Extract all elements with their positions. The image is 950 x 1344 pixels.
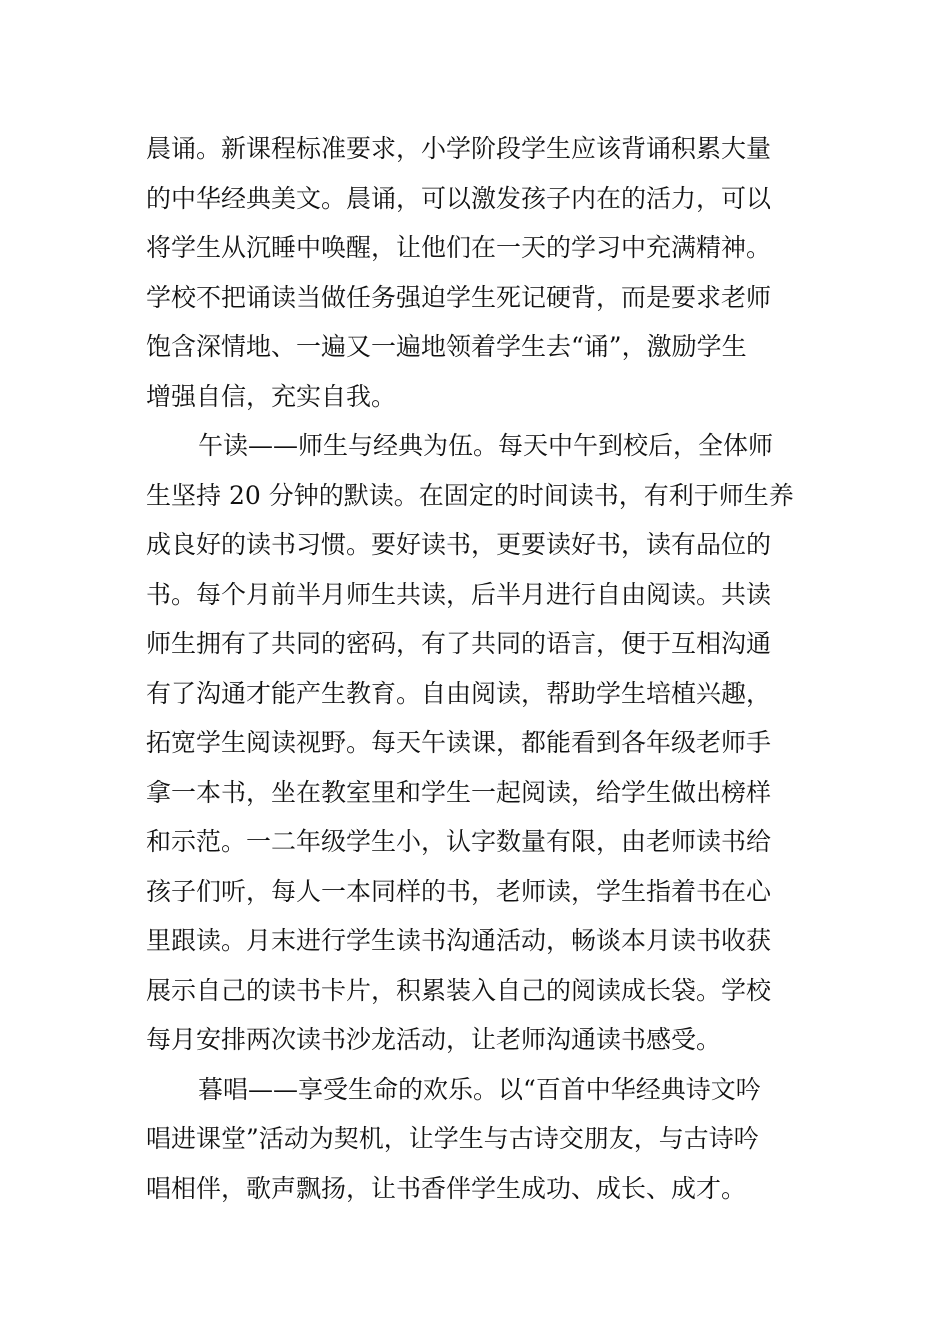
text-line-12: 有了沟通才能产生教育。自由阅读，帮助学生培植兴趣， bbox=[146, 678, 772, 708]
text-line-14: 拿一本书，坐在教室里和学生一起阅读，给学生做出榜样 bbox=[146, 777, 772, 807]
text-line-17: 里跟读。月末进行学生读书沟通活动，畅谈本月读书收获 bbox=[146, 926, 772, 955]
paragraph-start-line-20: 暮唱——享受生命的欢乐。以“百首中华经典诗文吟 bbox=[198, 1074, 761, 1104]
text-line-9: 成良好的读书习惯。要好读书，更要读好书，读有品位的 bbox=[146, 530, 772, 559]
text-line-10: 书。每个月前半月师生共读，后半月进行自由阅读。共读 bbox=[146, 579, 772, 609]
text-line-18: 展示自己的读书卡片，积累装入自己的阅读成长袋。学校 bbox=[146, 975, 772, 1005]
text-line-1: 晨诵。新课程标准要求，小学阶段学生应该背诵积累大量 bbox=[146, 134, 772, 163]
text-line-19: 每月安排两次读书沙龙活动，让老师沟通读书感受。 bbox=[146, 1025, 722, 1054]
text-line-16: 孩子们听，每人一本同样的书，老师读，学生指着书在心 bbox=[146, 876, 772, 906]
text-line-2: 的中华经典美文。晨诵，可以激发孩子内在的活力，可以 bbox=[146, 183, 772, 213]
text-line-11: 师生拥有了共同的密码，有了共同的语言，便于互相沟通 bbox=[146, 629, 772, 658]
text-line-3: 将学生从沉睡中唤醒，让他们在一天的学习中充满精神。 bbox=[146, 233, 772, 262]
text-line-4: 学校不把诵读当做任务强迫学生死记硬背，而是要求老师 bbox=[146, 282, 772, 312]
text-line-5: 饱含深情地、一遍又一遍地领着学生去“诵”，激励学生 bbox=[146, 332, 747, 361]
document-body bbox=[146, 124, 816, 1213]
text-line-6: 增强自信，充实自我。 bbox=[146, 381, 397, 411]
text-line-13: 拓宽学生阅读视野。每天午读课，都能看到各年级老师手 bbox=[146, 728, 772, 757]
text-line-21: 唱进课堂”活动为契机，让学生与古诗交朋友，与古诗吟 bbox=[146, 1124, 759, 1153]
paragraph-start-line-7: 午读——师生与经典为伍。每天中午到校后，全体师 bbox=[198, 431, 774, 460]
text-line-15: 和示范。一二年级学生小，认字数量有限，由老师读书给 bbox=[146, 827, 772, 856]
text-line-8: 生坚持 20 分钟的默读。在固定的时间读书，有利于师生养 bbox=[146, 480, 794, 510]
text-line-22: 唱相伴，歌声飘扬，让书香伴学生成功、成长、成才。 bbox=[146, 1173, 747, 1203]
